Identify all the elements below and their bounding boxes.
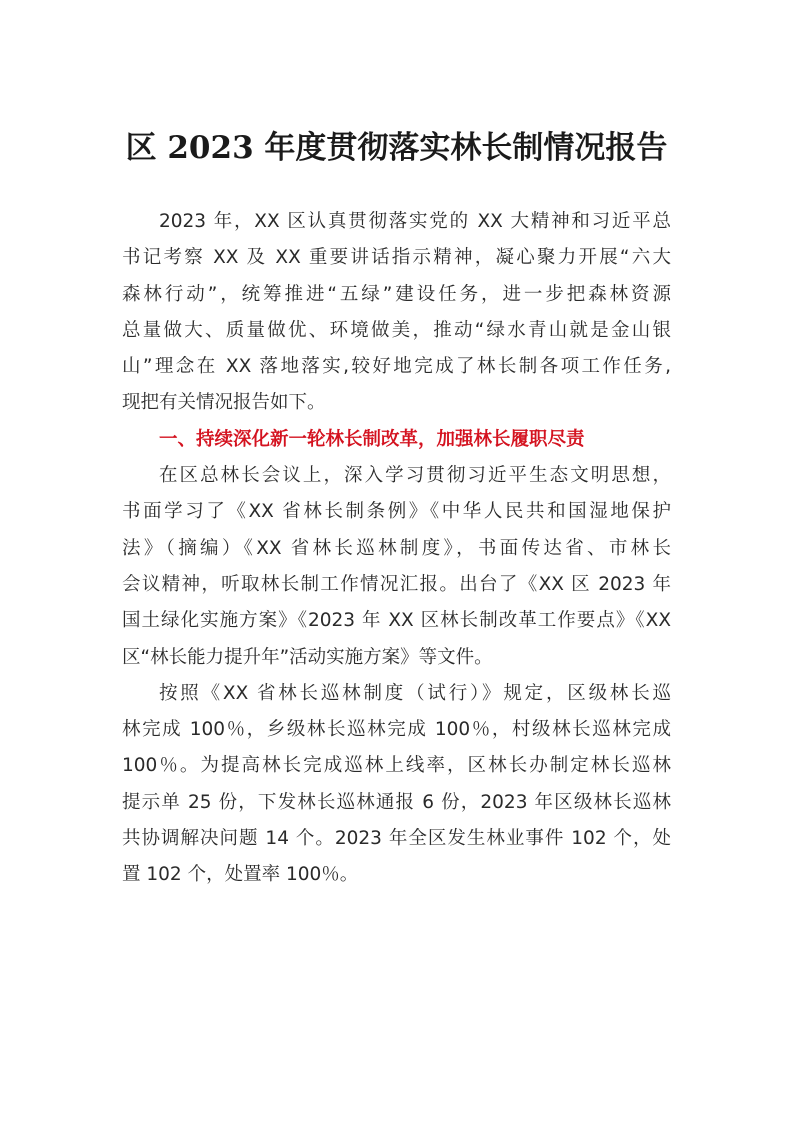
document-title: 区 2023 年度贯彻落实林长制情况报告 <box>125 130 668 166</box>
paragraph-line: 共协调解决问题 14 个。2023 年全区发生林业事件 102 个，处 <box>122 828 671 850</box>
paragraph-line: 书面学习了《XX 省林长制条例》《中华人民共和国湿地保护 <box>122 501 671 523</box>
paragraph-line: 森林行动”，统筹推进“五绿”建设任务，进一步把森林资源 <box>122 283 671 305</box>
body-paragraph <box>122 458 671 676</box>
paragraph-line: 按照《XX 省林长巡林制度（试行）》规定，区级林长巡 <box>159 682 671 704</box>
paragraph-line: 山”理念在 XX 落地落实,较好地完成了林长制各项工作任务, <box>122 356 671 378</box>
paragraph-line: 国土绿化实施方案》《2023 年 XX 区林长制改革工作要点》《XX <box>122 610 671 632</box>
paragraph-line: 法》（摘编）《XX 省林长巡林制度》，书面传达省、市林长 <box>122 537 671 559</box>
intro-paragraph <box>122 204 671 422</box>
section-heading: 一、持续深化新一轮林长制改革，加强林长履职尽责 <box>159 428 585 450</box>
body-paragraph <box>122 676 671 894</box>
paragraph-line: 林完成 100％，乡级林长巡林完成 100％，村级林长巡林完成 <box>122 719 671 741</box>
paragraph-line: 置 102 个，处置率 100％。 <box>122 864 359 886</box>
paragraph-line: 100％。为提高林长完成巡林上线率，区林长办制定林长巡林 <box>122 755 671 777</box>
paragraph-line: 提示单 25 份，下发林长巡林通报 6 份，2023 年区级林长巡林 <box>122 791 671 813</box>
paragraph-line: 现把有关情况报告如下。 <box>122 392 326 414</box>
paragraph-line: 在区总林长会议上，深入学习贯彻习近平生态文明思想， <box>159 465 671 487</box>
paragraph-line: 会议精神，听取林长制工作情况汇报。出台了《XX 区 2023 年 <box>122 573 671 595</box>
paragraph-line: 区“林长能力提升年”活动实施方案》等文件。 <box>122 646 493 668</box>
paragraph-line: 2023 年，XX 区认真贯彻落实党的 XX 大精神和习近平总 <box>159 211 671 232</box>
document-body <box>122 204 671 894</box>
paragraph-line: 书记考察 XX 及 XX 重要讲话指示精神，凝心聚力开展“六大 <box>122 247 671 269</box>
paragraph-line: 总量做大、质量做优、环境做美，推动“绿水青山就是金山银 <box>122 319 671 341</box>
